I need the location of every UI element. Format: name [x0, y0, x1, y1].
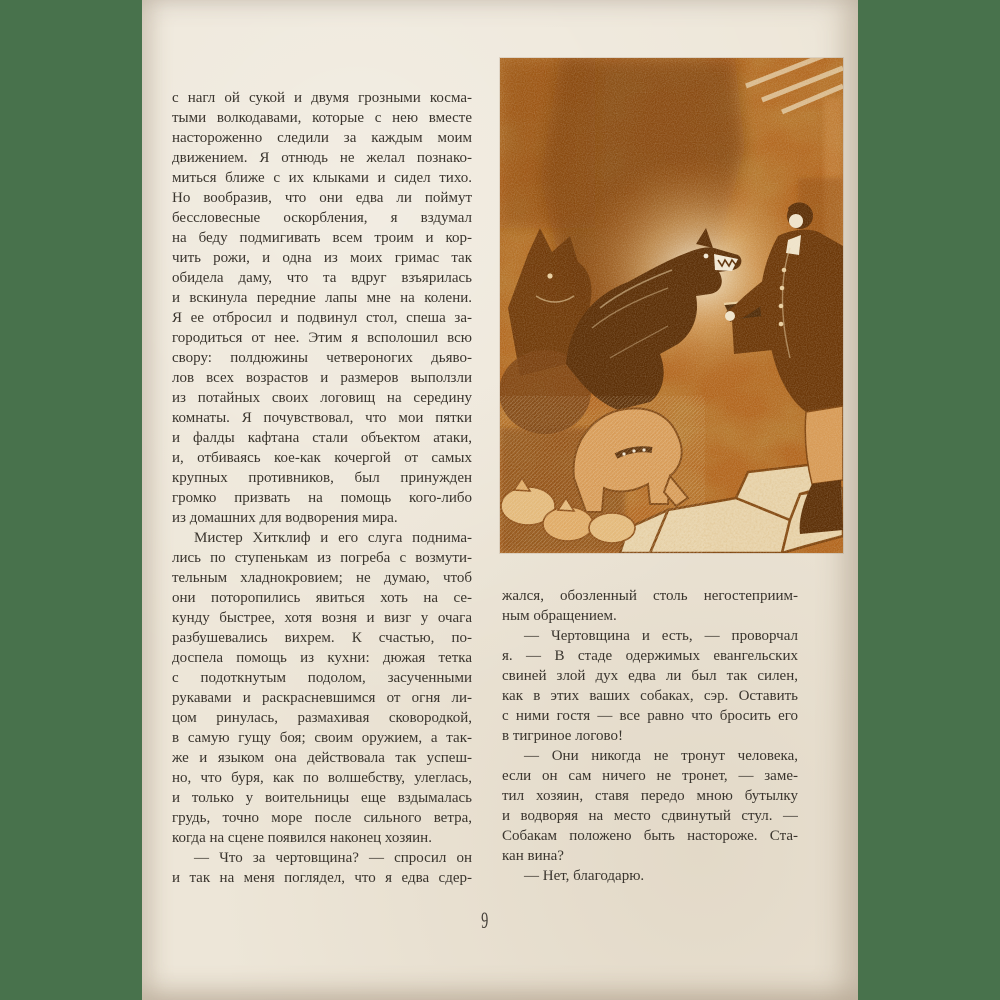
text-line: и вскинула передние лапы мне на колени. [172, 290, 472, 306]
text-line: миться ближе с их клыками и сидел тихо. [172, 170, 472, 186]
text-line: грудь, точно море после сильного ветра, [172, 810, 472, 826]
paragraph [502, 866, 798, 886]
text-line: они поторопились явиться хоть на се- [172, 590, 472, 606]
text-line: из домашних для водворения мира. [172, 510, 398, 526]
text-line: разбушевались вихрем. К счастью, по- [172, 630, 472, 646]
text-line: и, отбиваясь кое-как кочергой от самых [172, 450, 472, 466]
paragraph [172, 88, 472, 528]
text-line: из потайных своих логовищ на середину [172, 390, 472, 406]
text-line: свору: полдюжины четвероногих дьяво- [172, 350, 472, 366]
text-line: в самую гущу боя; своим оружием, а так- [172, 730, 472, 746]
text-line: и только у воительницы еще вздымалась [172, 790, 472, 806]
text-line: Но вообразив, что они едва ли поймут [172, 190, 472, 206]
text-line: — Чертовщина и есть, — проворчал [524, 628, 798, 644]
text-line: — Нет, благодарю. [524, 868, 645, 884]
text-line: кан вина? [502, 848, 564, 864]
text-line: жался, обозленный столь негостеприим- [502, 588, 798, 604]
text-line: с нагл ой сукой и двумя грозными косма- [172, 90, 472, 106]
text-line: лов всех возрастов и размеров выползли [172, 370, 472, 386]
text-line: чить рожи, и одна из моих гримас так [172, 250, 472, 266]
text-line: доспела помощь из кухни: дюжая тетка [172, 650, 472, 666]
book-page [142, 0, 858, 1000]
text-line: Я ее отбросил и подвинул стол, спеша за- [172, 310, 472, 326]
text-line: я. — В стаде одержимых евангельских [502, 648, 798, 664]
text-line: настороженно следили за каждым моим [172, 130, 472, 146]
text-line: Собакам положено быть настороже. Ста- [502, 828, 798, 844]
text-line: лись по ступенькам из погреба с возмути- [172, 550, 472, 566]
text-line: как в этих ваших собаках, сэр. Оставить [502, 688, 798, 704]
text-line: Мистер Хитклиф и его слуга поднима- [194, 530, 472, 546]
text-line: и так на меня поглядел, что я едва сдер- [172, 870, 472, 886]
text-line: в тигриное логово! [502, 728, 623, 744]
text-line: тельным хладнокровием; не думаю, чтоб [172, 570, 472, 586]
text-column-right [502, 586, 798, 886]
text-line: крупных противников, был принужден [172, 470, 472, 486]
text-line: цом ринулась, размахивая сковородкой, [172, 710, 472, 726]
illustration [500, 58, 843, 553]
text-line: и фалды кафтана стали объектом атаки, [172, 430, 472, 446]
text-line: рукавами и раскрасневшимся от огня ли- [172, 690, 472, 706]
text-line: тыми волкодавами, которые с нею вместе [172, 110, 472, 126]
text-line: комнаты. Я почувствовал, что мои пятки [172, 410, 472, 426]
text-line: движением. Я отнюдь не желал познако- [172, 150, 472, 166]
text-line: с ними гостя — все равно что бросить его [502, 708, 798, 724]
text-line: когда на сцене появился наконец хозяин. [172, 830, 432, 846]
text-line: но, что буря, как по волшебству, улеглась, [172, 770, 472, 786]
text-line: — Они никогда не тронут человека, [524, 748, 798, 764]
paragraph [172, 528, 472, 848]
paragraph [502, 746, 798, 866]
text-line: громко призвать на помощь кого-либо [172, 490, 472, 506]
text-line: свиней злой дух едва ли был так силен, [502, 668, 798, 684]
text-line: тил хозяин, ставя передо мною бутылку [502, 788, 798, 804]
paragraph [172, 848, 472, 888]
text-line: бессловесные оскорбления, я вздумал [172, 210, 472, 226]
text-line: на беду подмигивать всем троим и кор- [172, 230, 472, 246]
text-line: городиться от нее. Этим я всполошил всю [172, 330, 472, 346]
text-line: — Что за чертовщина? — спросил он [194, 850, 472, 866]
grain-overlay [500, 58, 843, 553]
text-line: обидела даму, что та вдруг взъярилась [172, 270, 472, 286]
page-number: 9 [481, 908, 489, 933]
text-line: кунду быстрее, хотя возня и визг у очага [172, 610, 472, 626]
text-line: же и языком она действовала так успеш- [172, 750, 472, 766]
text-line: если он сам ничего не тронет, — заме- [502, 768, 798, 784]
paragraph [502, 586, 798, 626]
paragraph [502, 626, 798, 746]
text-line: с подоткнутым подолом, засученными [172, 670, 472, 686]
text-line: и водворяя на место сдвинутый стул. — [502, 808, 798, 824]
text-line: ным обращением. [502, 608, 617, 624]
text-column-left [172, 88, 472, 888]
